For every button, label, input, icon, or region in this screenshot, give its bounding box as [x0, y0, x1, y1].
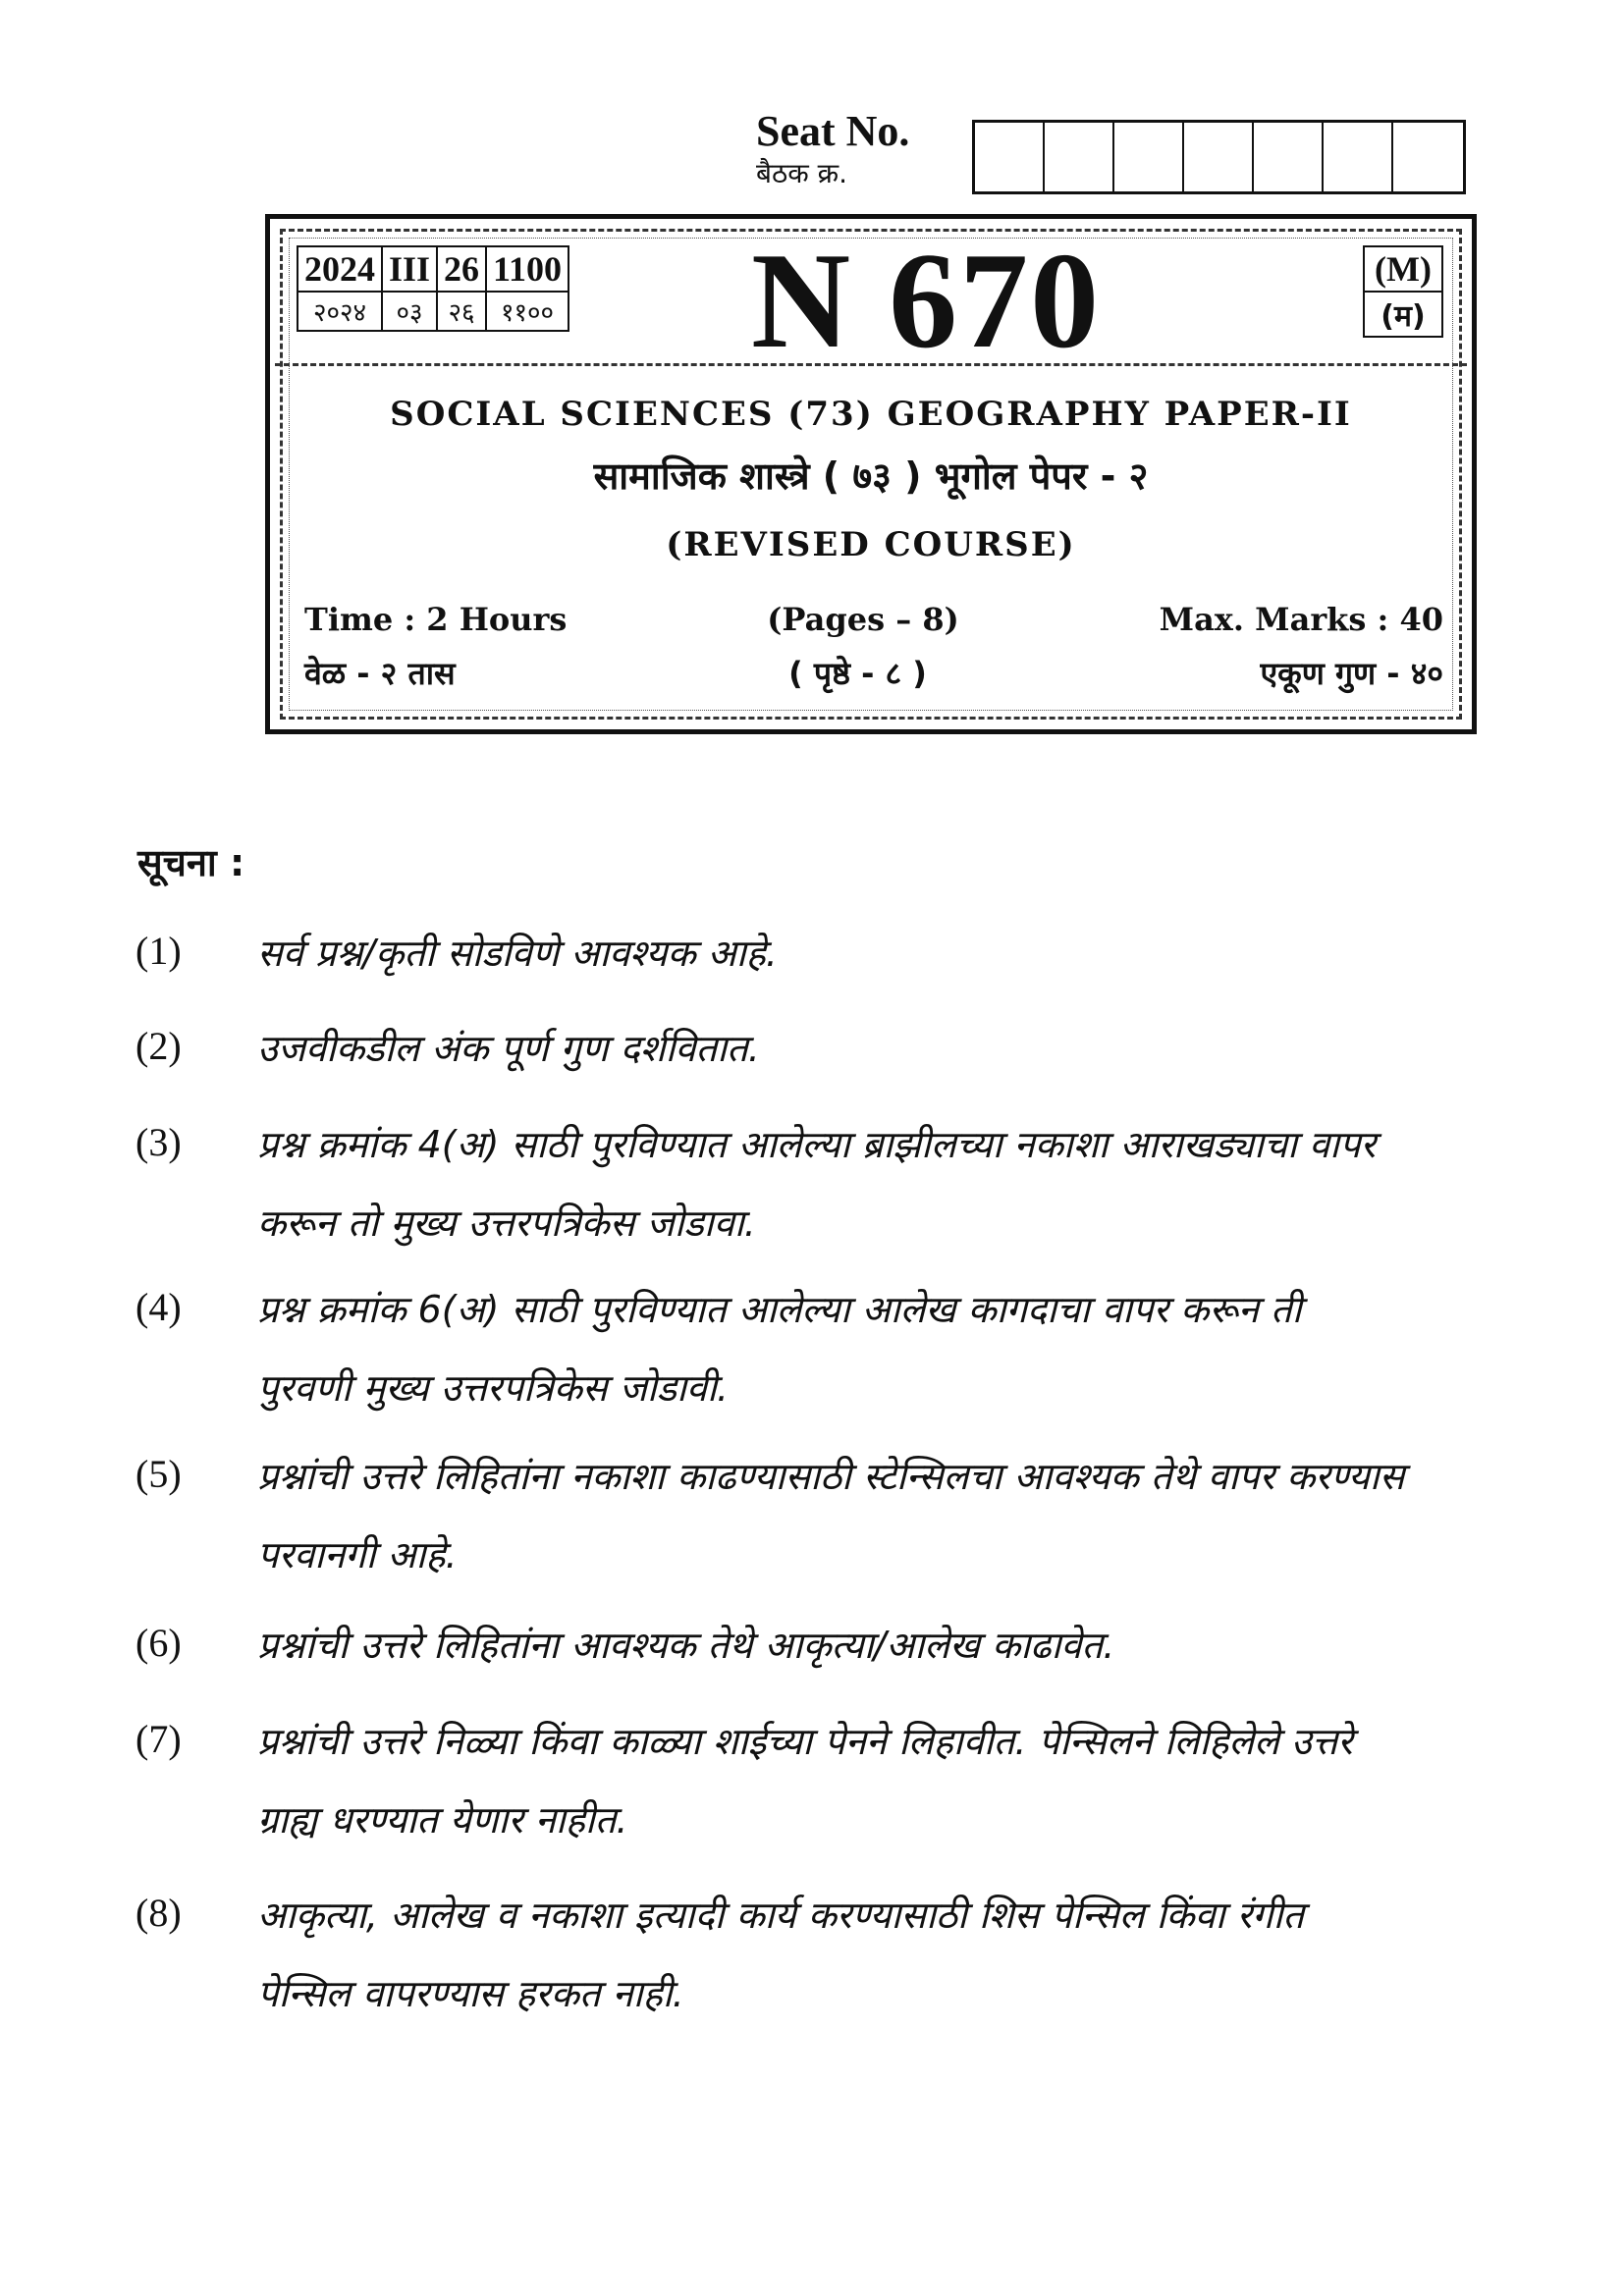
medium-mr: (म): [1364, 292, 1442, 337]
exam-info-mr: [304, 652, 1443, 694]
seat-label-mr: बैठक क्र.: [756, 157, 848, 189]
seat-box: [1045, 123, 1114, 191]
instruction-text: प्रश्नांची उत्तरे निळ्या किंवा काळ्या शाईच्या पेनने लिहावीत. पेन्सिलने लिहिलेले उत्तरे ग्राह्य धरण्यात येणार नाहीत.: [257, 1720, 1353, 1842]
instruction-number: (2): [135, 1024, 182, 1068]
exam-info-en: [304, 601, 1443, 638]
course-label: (REVISED COURSE): [666, 525, 1076, 564]
subject-title-en: SOCIAL SCIENCES (73) GEOGRAPHY PAPER-II: [390, 395, 1352, 434]
seat-box: [1114, 123, 1184, 191]
instruction-text: प्रश्न क्रमांक 4(अ) साठी पुरविण्यात आलेल्या ब्राझीलच्या नकाशा आराखड्याचा वापर करून तो मुख्य उत्तरपत्रिकेस जोडावा.: [257, 1123, 1377, 1245]
instruction-text: प्रश्नांची उत्तरे लिहितांना आवश्यक तेथे आकृत्या/आलेख काढावेत.: [257, 1624, 1115, 1667]
instruction-text: प्रश्न क्रमांक 6(अ) साठी पुरविण्यात आलेल्या आलेख कागदाचा वापर करून ती पुरवणी मुख्य उत्तरपत्रिकेस जोडावी.: [257, 1288, 1302, 1410]
instruction-number: (1): [135, 929, 182, 973]
paper-code: N 670: [751, 225, 1102, 377]
instruction-text: प्रश्नांची उत्तरे लिहितांना नकाशा काढण्यासाठी स्टेन्सिलचा आवश्यक तेथे वापर करण्यास परवानगी आहे.: [257, 1455, 1405, 1576]
medium-table: [1363, 245, 1443, 338]
instruction-number: (7): [135, 1717, 182, 1761]
instruction-number: (6): [135, 1621, 182, 1665]
seat-box: [975, 123, 1045, 191]
instruction-number: (5): [135, 1452, 182, 1496]
seat-number-boxes: [972, 120, 1466, 194]
instruction-text: उजवीकडील अंक पूर्ण गुण दर्शवितात.: [257, 1027, 760, 1070]
code-year: 2024: [298, 246, 382, 292]
instruction-number: (4): [135, 1285, 182, 1329]
seat-box: [1324, 123, 1393, 191]
code-time-mr: ११००: [486, 292, 568, 331]
code-month-mr: ०३: [382, 292, 437, 331]
seat-box: [1184, 123, 1254, 191]
medium-en: (M): [1364, 246, 1442, 292]
code-day: 26: [437, 246, 486, 292]
time-en: Time : 2 Hours: [304, 601, 568, 638]
seat-label-en: Seat No.: [756, 107, 910, 155]
seat-box: [1393, 123, 1463, 191]
instruction-number: (3): [135, 1120, 182, 1164]
marks-en: Max. Marks : 40: [1159, 601, 1443, 638]
code-year-mr: २०२४: [298, 292, 382, 331]
subject-title-mr: सामाजिक शास्त्रे ( ७३ ) भूगोल पेपर - २: [593, 454, 1149, 498]
time-mr: वेळ - २ तास: [304, 655, 456, 692]
pages-mr: ( पृष्ठे - ८ ): [788, 655, 927, 692]
code-month: III: [382, 246, 437, 292]
exam-code-table: [297, 245, 569, 332]
instruction-number: (8): [135, 1891, 182, 1935]
pages-en: (Pages – 8): [767, 601, 959, 638]
marks-mr: एकूण गुण - ४०: [1260, 655, 1443, 692]
instruction-text: सर्व प्रश्न/कृती सोडविणे आवश्यक आहे.: [257, 932, 778, 975]
instruction-text: आकृत्या, आलेख व नकाशा इत्यादी कार्य करण्यासाठी शिस पेन्सिल किंवा रंगीत पेन्सिल वापरण्यास हरकत नाही.: [257, 1894, 1305, 2015]
code-time: 1100: [486, 246, 568, 292]
seat-box: [1254, 123, 1324, 191]
instructions-title: सूचना :: [137, 841, 245, 884]
code-day-mr: २६: [437, 292, 486, 331]
seat-number-label: [756, 108, 909, 190]
header-divider: [275, 363, 1467, 366]
